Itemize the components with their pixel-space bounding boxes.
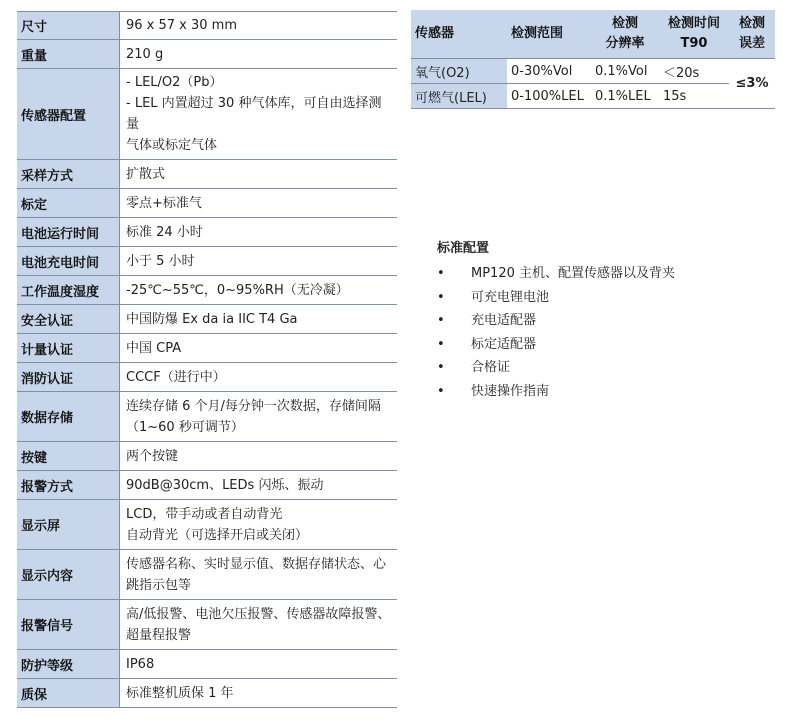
list-item-text: MP120 主机、配置传感器以及背夹 <box>471 266 676 281</box>
spec-value <box>120 247 398 276</box>
spec-value-line: - LEL 内置超过 30 种气体库，可自由选择测量 <box>126 96 382 132</box>
spec-value-line: 96 x 57 x 30 mm <box>126 18 238 33</box>
spec-value-line: 超量程报警 <box>126 627 192 643</box>
table-row <box>17 276 397 305</box>
spec-label: 尺寸 <box>17 12 120 40</box>
list-item-text: 标定适配器 <box>471 336 537 352</box>
spec-value-line: CCCF（进行中） <box>126 369 226 385</box>
table-row <box>17 650 397 679</box>
spec-value <box>120 363 398 392</box>
list-item-text: 合格证 <box>471 360 511 375</box>
table-row <box>17 218 397 247</box>
standard-config <box>437 237 675 403</box>
spec-value <box>120 276 398 305</box>
spec-value <box>120 679 398 708</box>
spec-label: 质保 <box>17 679 120 708</box>
spec-value-line: 210 g <box>126 46 164 62</box>
spec-value-line: 自动背光（可选择开启或关闭） <box>126 527 309 543</box>
spec-value <box>120 40 398 69</box>
header-time <box>659 10 729 59</box>
spec-label: 报警方式 <box>17 471 120 500</box>
spec-value-line: 小于 5 小时 <box>126 253 195 269</box>
spec-label: 标定 <box>17 189 120 218</box>
list-item-text: 快速操作指南 <box>471 383 550 399</box>
header-range: 检测范围 <box>507 10 591 59</box>
spec-label: 采样方式 <box>17 160 120 189</box>
spec-value <box>120 550 398 600</box>
spec-value-line: 90dB@30cm、LEDs 闪烁、振动 <box>126 477 324 493</box>
list-item <box>437 333 675 357</box>
sensor-time: ＜20s <box>659 59 729 84</box>
header-error-line1: 检测 <box>738 16 765 31</box>
table-row <box>17 305 397 334</box>
header-error-line2: 误差 <box>738 36 765 51</box>
sensor-time: 15s <box>659 84 729 109</box>
spec-value-line: 气体或标定气体 <box>126 138 218 153</box>
spec-value <box>120 334 398 363</box>
spec-value <box>120 218 398 247</box>
bullet-icon: • <box>437 360 445 375</box>
spec-label: 显示屏 <box>17 500 120 550</box>
sensor-table-header <box>411 10 775 59</box>
header-resolution <box>591 10 659 59</box>
header-resolution-line2: 分辨率 <box>605 36 645 51</box>
spec-label: 重量 <box>17 40 120 69</box>
spec-value <box>120 160 398 189</box>
spec-value-line: 扩散式 <box>126 166 166 182</box>
spec-value-line: 传感器名称、实时显示值、数据存储状态、心 <box>126 556 387 572</box>
spec-value <box>120 471 398 500</box>
spec-value <box>120 305 398 334</box>
spec-value <box>120 69 398 160</box>
spec-label: 消防认证 <box>17 363 120 392</box>
spec-label: 报警信号 <box>17 600 120 650</box>
table-row <box>17 247 397 276</box>
bullet-icon: • <box>437 313 445 328</box>
spec-value-line: - LEL/O2（Pb） <box>126 75 223 90</box>
table-row <box>17 442 397 471</box>
sensor-name: 可燃气(LEL) <box>411 84 507 109</box>
table-row <box>17 69 397 160</box>
spec-value <box>120 600 398 650</box>
list-item <box>437 356 675 380</box>
spec-label: 电池充电时间 <box>17 247 120 276</box>
spec-value <box>120 189 398 218</box>
bullet-icon: • <box>437 266 445 281</box>
table-row <box>17 500 397 550</box>
table-row <box>17 189 397 218</box>
spec-label: 计量认证 <box>17 334 120 363</box>
standard-config-title: 标准配置 <box>437 241 490 256</box>
spec-value-line: 两个按键 <box>126 448 179 464</box>
spec-label: 安全认证 <box>17 305 120 334</box>
spec-value-line: 标准 24 小时 <box>126 224 203 240</box>
bullet-icon: • <box>437 383 445 399</box>
sensor-range: 0-100%LEL <box>507 84 591 109</box>
spec-label: 显示内容 <box>17 550 120 600</box>
spec-value-line: IP68 <box>126 656 155 672</box>
table-row <box>411 59 775 84</box>
list-item-text: 可充电锂电池 <box>471 289 550 305</box>
sensor-table <box>411 10 775 109</box>
table-row <box>17 600 397 650</box>
table-row <box>17 679 397 708</box>
spec-value <box>120 650 398 679</box>
spec-value-line: 中国防爆 Ex da ia IIC T4 Ga <box>126 311 298 327</box>
header-time-line2: T90 <box>680 36 708 51</box>
standard-config-list <box>437 262 675 403</box>
header-time-line1: 检测时间 <box>667 16 720 31</box>
table-row <box>17 334 397 363</box>
list-item <box>437 380 675 404</box>
spec-value <box>120 12 398 40</box>
spec-value-line: 标准整机质保 1 年 <box>126 685 234 701</box>
table-row <box>17 160 397 189</box>
spec-value-line: （1~60 秒可调节） <box>126 419 244 435</box>
list-item <box>437 309 675 333</box>
spec-value-line: 高/低报警、电池欠压报警、传感器故障报警、 <box>126 606 391 622</box>
spec-value <box>120 442 398 471</box>
spec-value <box>120 392 398 442</box>
header-resolution-line1: 检测 <box>611 16 638 31</box>
bullet-icon: • <box>437 289 445 305</box>
spec-label: 防护等级 <box>17 650 120 679</box>
table-row <box>411 84 775 109</box>
spec-value <box>120 500 398 550</box>
spec-label: 传感器配置 <box>17 69 120 160</box>
list-item <box>437 286 675 310</box>
spec-value-line: 连续存储 6 个月/每分钟一次数据，存储间隔 <box>126 398 381 414</box>
list-item-text: 充电适配器 <box>471 313 537 328</box>
table-row <box>17 12 397 40</box>
table-row <box>17 363 397 392</box>
sensor-resolution: 0.1%Vol <box>591 59 659 84</box>
spec-value-line: 跳指示包等 <box>126 577 192 593</box>
header-error <box>729 10 775 59</box>
list-item <box>437 262 675 286</box>
sensor-resolution: 0.1%LEL <box>591 84 659 109</box>
spec-value-line: LCD，带手动或者自动背光 <box>126 506 283 522</box>
specs-table <box>17 11 397 708</box>
spec-value-line: 中国 CPA <box>126 340 182 356</box>
table-row <box>17 392 397 442</box>
sensor-name: 氧气(O2) <box>411 59 507 84</box>
spec-label: 按键 <box>17 442 120 471</box>
sensor-error: ≤3% <box>729 59 775 109</box>
table-row <box>17 40 397 69</box>
spec-value-line: 零点+标准气 <box>126 195 202 211</box>
header-sensor: 传感器 <box>411 10 507 59</box>
spec-label: 电池运行时间 <box>17 218 120 247</box>
table-row <box>17 471 397 500</box>
bullet-icon: • <box>437 336 445 352</box>
sensor-range: 0-30%Vol <box>507 59 591 84</box>
spec-label: 工作温度湿度 <box>17 276 120 305</box>
table-row <box>17 550 397 600</box>
spec-value-line: -25℃~55℃，0~95%RH（无冷凝） <box>126 282 349 298</box>
spec-label: 数据存储 <box>17 392 120 442</box>
